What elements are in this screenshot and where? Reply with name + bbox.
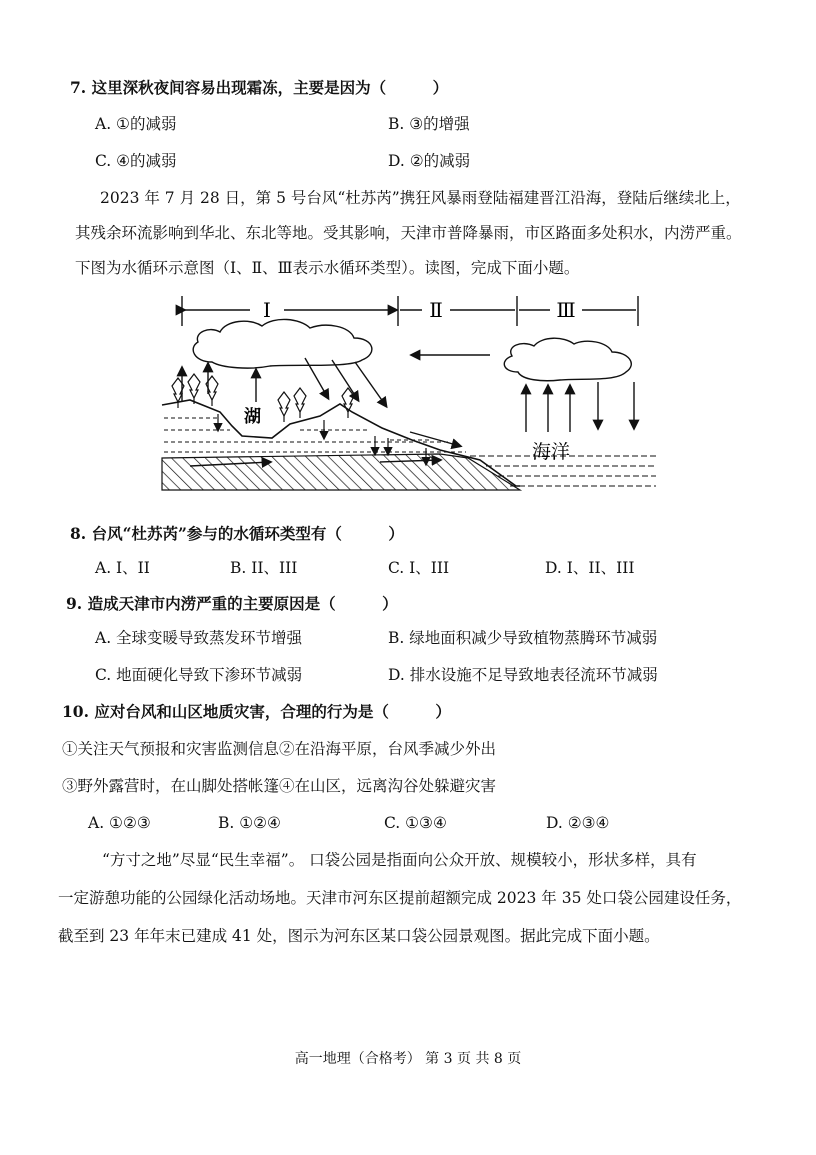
ocean-cloud xyxy=(504,338,631,380)
passage2-line2: 一定游憩功能的公园绿化活动场地。天津市河东区提前超额完成 2023 年 35 处口袋公园建设任务， xyxy=(58,889,742,907)
q8-option-b: B. II、III xyxy=(230,559,298,577)
q10-items-line2: ③野外露营时，在山脚处搭帐篷④在山区，远离沟谷处躲避灾害 xyxy=(62,777,497,795)
cycle-type-iii-label: Ⅲ xyxy=(556,298,576,322)
q9-stem: 9. 造成天津市内涝严重的主要原因是（ ） xyxy=(66,594,398,613)
q9-option-a: A. 全球变暖导致蒸发环节增强 xyxy=(95,629,303,647)
q9-option-d: D. 排水设施不足导致地表径流环节减弱 xyxy=(388,666,658,684)
ocean-evaporation-arrows xyxy=(526,386,570,432)
land-cloud xyxy=(193,319,372,368)
lake-label: 湖 xyxy=(244,407,261,427)
tree-icons xyxy=(172,374,354,422)
ocean-precipitation-arrows xyxy=(598,382,634,428)
q10-option-d: D. ②③④ xyxy=(546,814,610,832)
q10-option-c: C. ①③④ xyxy=(384,814,447,832)
q9-option-b: B. 绿地面积减少导致植物蒸腾环节减弱 xyxy=(388,629,658,647)
water-cycle-diagram xyxy=(150,290,660,505)
passage2-line1: “方寸之地”尽显“民生幸福”。 口袋公园是指面向公众开放、规模较小，形状多样，具有 xyxy=(102,851,697,869)
q7-option-a: A. ①的减弱 xyxy=(95,115,177,133)
q8-stem: 8. 台风“杜苏芮”参与的水循环类型有（ ） xyxy=(70,524,404,543)
q8-option-a: A. I、II xyxy=(95,559,150,577)
q8-option-c: C. I、III xyxy=(388,559,450,577)
q10-items-line1: ①关注天气预报和灾害监测信息②在沿海平原，台风季减少外出 xyxy=(62,740,497,758)
cycle-type-ii-label: Ⅱ xyxy=(429,298,443,322)
bedrock-layer xyxy=(162,454,520,490)
ocean-label: 海洋 xyxy=(532,441,571,463)
q10-option-a: A. ①②③ xyxy=(88,814,151,832)
q10-stem: 10. 应对台风和山区地质灾害，合理的行为是（ ） xyxy=(62,702,451,721)
passage1-line3: 下图为水循环示意图（Ⅰ、Ⅱ、Ⅲ表示水循环类型）。读图，完成下面小题。 xyxy=(75,259,580,277)
q10-option-b: B. ①②④ xyxy=(218,814,281,832)
page-footer: 高一地理（合格考） 第 3 页 共 8 页 xyxy=(294,1051,522,1067)
passage1-line2: 其残余环流影响到华北、东北等地。受其影响，天津市普降暴雨，市区路面多处积水，内涝严重。 xyxy=(75,224,742,242)
q8-option-d: D. I、II、III xyxy=(545,559,635,577)
passage1-line1: 2023 年 7 月 28 日，第 5 号台风“杜苏芮”携狂风暴雨登陆福建晋江沿海，登陆后继续北上， xyxy=(100,189,741,207)
q9-option-c: C. 地面硬化导致下渗环节减弱 xyxy=(95,666,303,684)
q7-option-c: C. ④的减弱 xyxy=(95,152,177,170)
q7-stem: 7. 这里深秋夜间容易出现霜冻，主要是因为（ ） xyxy=(70,78,449,97)
passage2-line3: 截至到 23 年年末已建成 41 处，图示为河东区某口袋公园景观图。据此完成下面小题。 xyxy=(58,927,660,945)
cycle-type-i-label: Ⅰ xyxy=(263,298,271,322)
q7-option-d: D. ②的减弱 xyxy=(388,152,471,170)
q7-option-b: B. ③的增强 xyxy=(388,115,470,133)
